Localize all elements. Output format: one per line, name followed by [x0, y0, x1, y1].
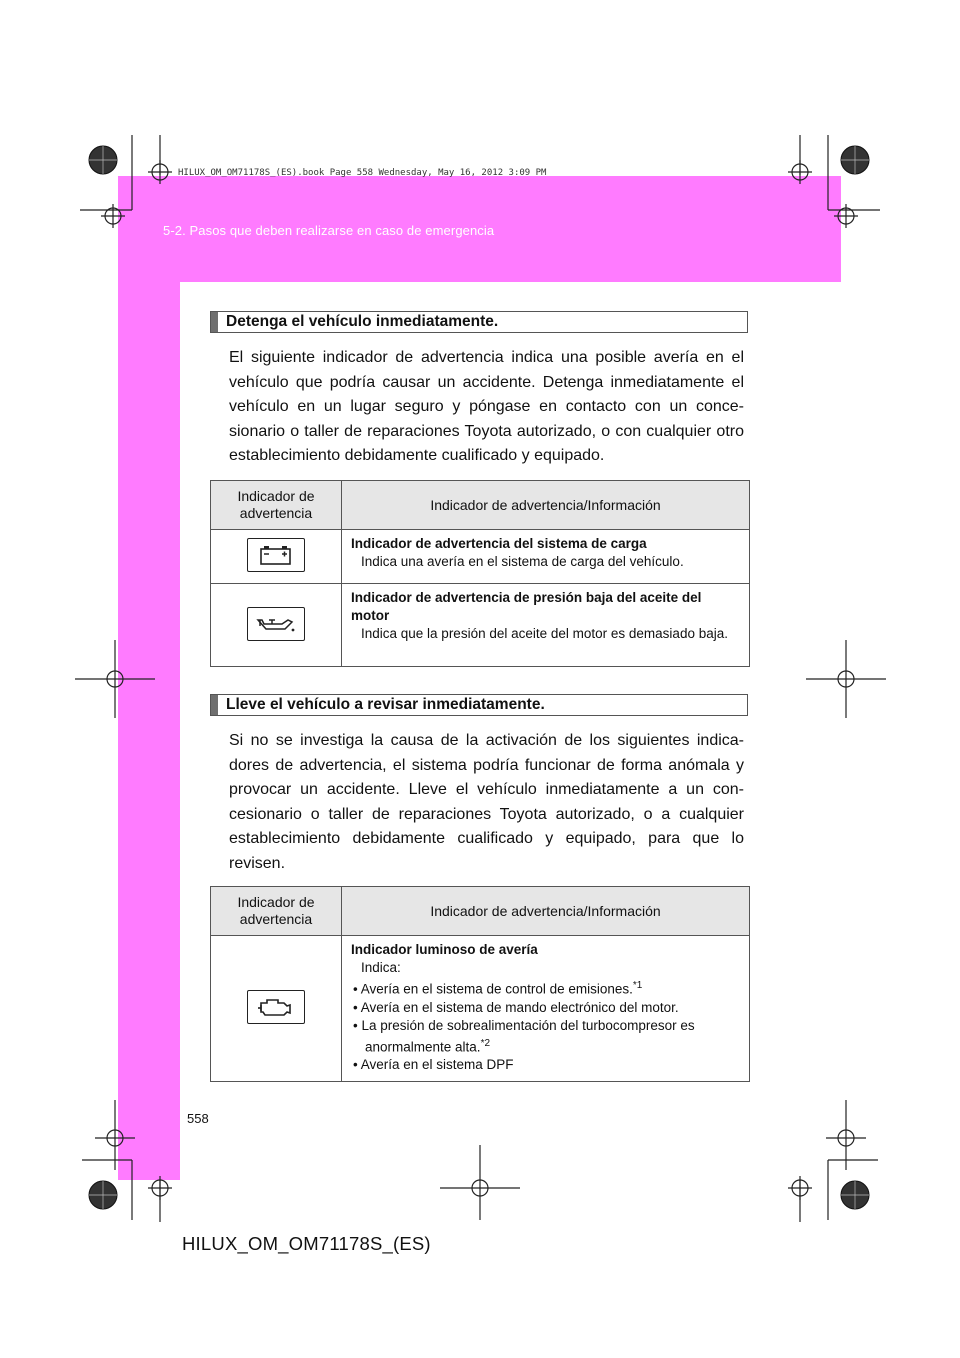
column-header-indicator: Indicador de advertencia [211, 481, 342, 530]
column-header-info: Indicador de advertencia/Información [342, 481, 750, 530]
table-row [211, 530, 750, 584]
banner-bar [211, 312, 218, 332]
paragraph-check: Si no se investiga la causa de la activación de los siguientes indica-dores de advertencia, el sistema podría funcionar de forma anómala y provocar un accidente. Lleve el vehículo inmediatamente a un con-cesionario o taller de reparaciones Toyota autorizado, o a cualquier establecimiento debidamente cualificado y equipado, para que lo revisen. [229, 732, 744, 872]
bullet-item: • La presión de sobrealimentación del turbocompresor es anormalmente alta.$^{*2}$ [353, 1017, 695, 1054]
table-row [211, 936, 750, 1082]
table-header-row [211, 887, 750, 936]
icon-cell [211, 936, 342, 1082]
icon-cell [211, 530, 342, 584]
column-header-info: Indicador de advertencia/Información [342, 887, 750, 936]
paragraph-stop: El siguiente indicador de advertencia indica una posible avería en el vehículo que podría causar un accidente. Detenga inmediatamente el vehículo en un lugar seguro y póngase en contacto con un conce-sionario o taller de reparaciones Toyota autorizado, o con cualquier otro establecimiento debidamente cualificado y equipado. [229, 349, 744, 465]
indicator-table-1 [210, 480, 750, 667]
info-cell [342, 936, 750, 1082]
heading-stop: Detenga el vehículo inmediatamente. [226, 313, 499, 330]
column-header-indicator: Indicador de advertencia [211, 887, 342, 936]
bullet-item: • Avería en el sistema DPF [353, 1057, 514, 1072]
crop-mark-icon [788, 135, 880, 228]
indicator-title: Indicador de advertencia del sistema de carga [351, 536, 647, 551]
battery-icon [247, 538, 305, 572]
section-title: 5-2. Pasos que deben realizarse en caso de emergencia [163, 223, 495, 238]
info-cell [342, 584, 750, 667]
bullet-item: • Avería en el sistema de mando electrónico del motor. [353, 999, 679, 1015]
table-header-row [211, 481, 750, 530]
indicator-lead: Indica: [361, 960, 401, 975]
indicator-title: Indicador de advertencia de presión baja del aceite del motor [351, 590, 702, 623]
oil-can-icon [247, 607, 305, 641]
table-row [211, 584, 750, 667]
engine-icon [247, 990, 305, 1024]
crop-mark-icon [440, 1145, 520, 1220]
heading-banner-stop [210, 311, 748, 333]
icon-cell [211, 584, 342, 667]
page-number: 558 [187, 1111, 209, 1126]
book-info-line: HILUX_OM_OM71178S_(ES).book Page 558 Wednesday, May 16, 2012 3:09 PM [178, 168, 547, 178]
info-cell [342, 530, 750, 584]
footer-code: HILUX_OM_OM71178S_(ES) [182, 1233, 431, 1254]
heading-check: Lleve el vehículo a revisar inmediatamente. [226, 696, 545, 713]
indicator-desc: Indica que la presión del aceite del motor es demasiado baja. [361, 626, 728, 641]
indicator-desc: Indica una avería en el sistema de carga del vehículo. [361, 554, 684, 569]
bullet-item: • Avería en el sistema de control de emisiones.$^{*1}$ [353, 980, 643, 997]
heading-banner-check [210, 694, 748, 716]
indicator-table-2 [210, 886, 750, 1082]
banner-bar [211, 695, 218, 715]
indicator-title: Indicador luminoso de avería [351, 942, 538, 957]
